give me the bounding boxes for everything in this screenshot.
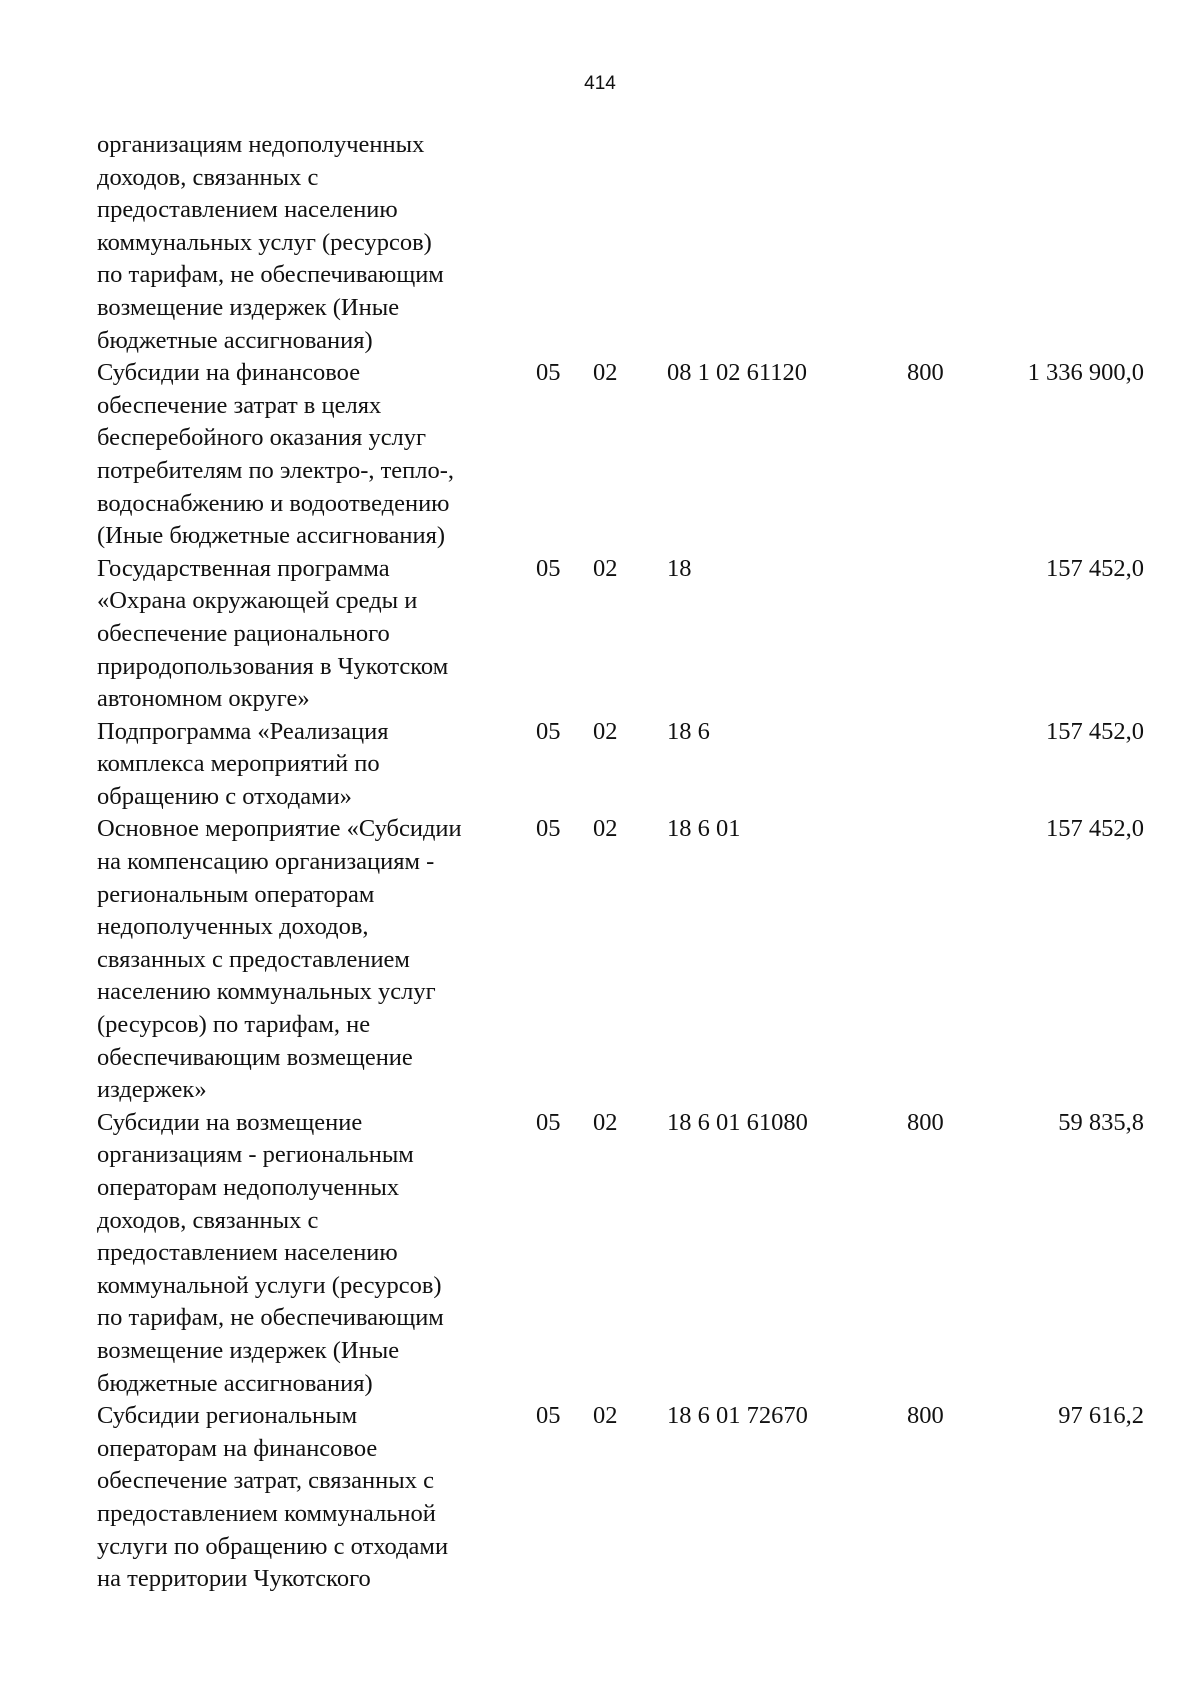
subsection-code: 02 bbox=[593, 815, 618, 843]
section-code: 05 bbox=[536, 554, 561, 582]
amount: 157 452,0 bbox=[1046, 717, 1144, 745]
description-line: Основное мероприятие «Субсидии bbox=[97, 815, 462, 843]
row-description bbox=[97, 813, 527, 1106]
table-row bbox=[0, 1400, 1200, 1596]
table-row bbox=[0, 129, 1200, 357]
description-line: потребителям по электро-, тепло-, bbox=[97, 456, 455, 484]
subsection-code: 02 bbox=[593, 359, 618, 387]
description-line: доходов, связанных с bbox=[97, 163, 319, 191]
table-row bbox=[0, 553, 1200, 716]
section-code: 05 bbox=[536, 1402, 561, 1430]
target-article-code: 18 6 01 61080 bbox=[667, 1108, 808, 1136]
description-line: населению коммунальных услуг bbox=[97, 978, 436, 1006]
description-line: операторам на финансовое bbox=[97, 1434, 378, 1462]
description-line: услуги по обращению с отходами bbox=[97, 1532, 449, 1560]
description-line: предоставлением коммунальной bbox=[97, 1499, 436, 1527]
description-line: предоставлением населению bbox=[97, 196, 398, 224]
description-line: организациям недополученных bbox=[97, 131, 425, 158]
table-row bbox=[0, 716, 1200, 814]
section-code: 05 bbox=[536, 1108, 561, 1136]
section-code: 05 bbox=[536, 815, 561, 843]
description-line: бюджетные ассигнования) bbox=[97, 1369, 373, 1397]
subsection-code: 02 bbox=[593, 1108, 618, 1136]
expense-type-code: 800 bbox=[907, 359, 944, 387]
description-line: бесперебойного оказания услуг bbox=[97, 424, 427, 452]
description-line: (ресурсов) по тарифам, не bbox=[97, 1011, 371, 1039]
description-line: Субсидии на возмещение bbox=[97, 1108, 363, 1136]
amount: 157 452,0 bbox=[1046, 815, 1144, 843]
description-line: обеспечение затрат, связанных с bbox=[97, 1467, 434, 1495]
description-line: Субсидии на финансовое bbox=[97, 359, 361, 387]
description-line: по тарифам, не обеспечивающим bbox=[97, 1304, 444, 1332]
row-description bbox=[97, 1107, 527, 1400]
description-line: Подпрограмма «Реализация bbox=[97, 717, 389, 745]
section-code: 05 bbox=[536, 359, 561, 387]
target-article-code: 08 1 02 61120 bbox=[667, 359, 807, 387]
description-line: связанных с предоставлением bbox=[97, 945, 410, 973]
description-line: организациям - региональным bbox=[97, 1141, 414, 1169]
description-line: предоставлением населению bbox=[97, 1239, 398, 1267]
target-article-code: 18 bbox=[667, 554, 692, 582]
description-line: бюджетные ассигнования) bbox=[97, 326, 373, 354]
description-line: Субсидии региональным bbox=[97, 1402, 358, 1430]
subsection-code: 02 bbox=[593, 717, 618, 745]
description-line: природопользования в Чукотском bbox=[97, 652, 449, 680]
table-row bbox=[0, 1107, 1200, 1400]
subsection-code: 02 bbox=[593, 1402, 618, 1430]
amount: 97 616,2 bbox=[1058, 1402, 1144, 1430]
description-line: обеспечивающим возмещение bbox=[97, 1043, 413, 1071]
subsection-code: 02 bbox=[593, 554, 618, 582]
amount: 1 336 900,0 bbox=[1027, 359, 1144, 387]
description-line: комплекса мероприятий по bbox=[97, 750, 380, 778]
page-number: 414 bbox=[584, 73, 616, 94]
budget-table bbox=[0, 129, 1200, 1596]
description-line: региональным операторам bbox=[97, 880, 375, 908]
description-line: коммунальных услуг (ресурсов) bbox=[97, 228, 432, 256]
description-line: коммунальной услуги (ресурсов) bbox=[97, 1271, 442, 1299]
description-line: (Иные бюджетные ассигнования) bbox=[97, 522, 446, 550]
target-article-code: 18 6 01 72670 bbox=[667, 1402, 808, 1430]
table-row bbox=[0, 813, 1200, 1106]
row-description bbox=[97, 716, 527, 814]
description-line: Государственная программа bbox=[97, 554, 390, 582]
description-line: возмещение издержек (Иные bbox=[97, 293, 400, 321]
description-line: обращению с отходами» bbox=[97, 782, 352, 810]
target-article-code: 18 6 01 bbox=[667, 815, 741, 843]
description-line: издержек» bbox=[97, 1076, 207, 1104]
amount: 59 835,8 bbox=[1058, 1108, 1144, 1136]
expense-type-code: 800 bbox=[907, 1108, 944, 1136]
target-article-code: 18 6 bbox=[667, 717, 710, 745]
description-line: обеспечение затрат в целях bbox=[97, 391, 382, 419]
description-line: доходов, связанных с bbox=[97, 1206, 319, 1234]
description-line: недополученных доходов, bbox=[97, 913, 369, 941]
description-line: автономном округе» bbox=[97, 685, 310, 713]
table-row bbox=[0, 357, 1200, 553]
row-description bbox=[97, 553, 527, 716]
description-line: по тарифам, не обеспечивающим bbox=[97, 261, 444, 289]
expense-type-code: 800 bbox=[907, 1402, 944, 1430]
description-line: возмещение издержек (Иные bbox=[97, 1336, 400, 1364]
row-description bbox=[97, 357, 527, 553]
row-description bbox=[97, 1400, 527, 1596]
description-line: на территории Чукотского bbox=[97, 1565, 371, 1593]
description-line: «Охрана окружающей среды и bbox=[97, 587, 418, 615]
row-description bbox=[97, 129, 527, 357]
description-line: на компенсацию организациям - bbox=[97, 848, 435, 876]
description-line: водоснабжению и водоотведению bbox=[97, 489, 450, 517]
description-line: обеспечение рационального bbox=[97, 619, 390, 647]
amount: 157 452,0 bbox=[1046, 554, 1144, 582]
section-code: 05 bbox=[536, 717, 561, 745]
description-line: операторам недополученных bbox=[97, 1174, 400, 1201]
